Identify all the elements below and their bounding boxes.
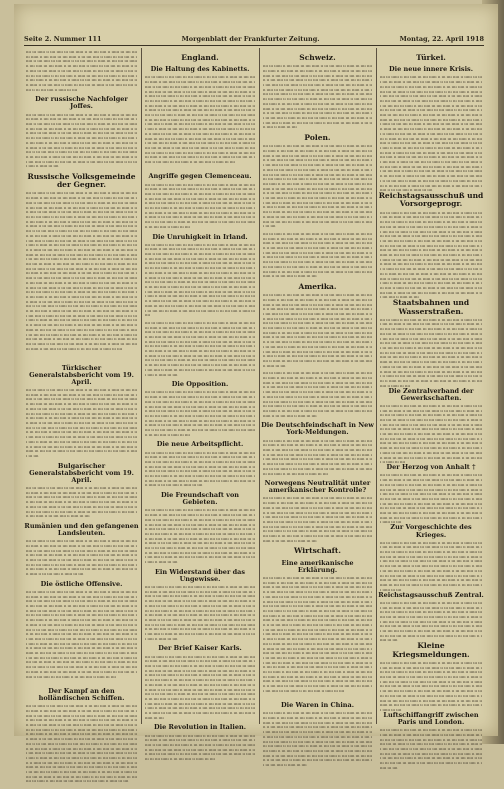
section-heading: Luftschiffangriff zwischen Paris und London. <box>383 710 479 727</box>
body-text: ıııı ııı ıııııı ıı ıııı ııııı ııı ıııı ıııııı ıı ııı ıııı ııııı ıı ıııııı ııı ıııı ıııı ııı ıııııı ıı ıııı ııııı ııı ıııı ıııııı ıı ııı ıııı ııııı ıı ıııııı ııı ıııı ıııı ııı ıııııı ıı ıııı ııııı ııı ıııı ıııııı ıı ııı ıııı ııııı ıı ıııııı ııı ıııı ıııı ııı ıııııı ıı ıııı ııııı ııı ıııı ıııııı ıı ııı ıııı ııııı ıı ıııııı ııı ıııı ıııı ııı ıııııı ıı ıııı ııııı ııı ıııı ıııııı ıı ııı ıııı ııııı ıı ıııııı ııı ıııı ıııı ııı ıııııı ıı ıııı ııııı ııı ıııı ıııııı ıı ııı ıııı ııııı ıı ıııııı ııı ıııı ıııı ııı ıııııı ıı ıııı ııııı ııı ıııı ıııııı ıı ııı ıııı ııııı ıı ıııııı ııı ıııı ıııı ııı ıııııı ıı ıııı ııııı ııı ıııı ıııııı ıı ııı ıııı ııııı ıı ıııııı ııı ıııı ıııı ııı ıııııı ıı ıııı ııııı ııı ıııı ıııııı ıı ııı ıııı ııııı ıı ıııııı ııı ıııı ıııı ııı ıııııı ıı ıııı ııııı ııı ıııı ıııııı ıı ııı ıııı ııııı ıı ıııııı ııı ıııı ıııı ııı ıııııı ıı ıııı ııııı ııı ıııı ıııııı ıı ııı ıııı ııııı ıı ıııııı ııı ıııı ıııı ııı ıııııı ıı ıııı ııııı ııı ıııı ıııııı ıı ııı ıııı ııııı ıı ıııııı ııı ıııı <box>263 711 372 768</box>
column-rule <box>141 48 142 724</box>
section-heading: Die Freundschaft von Gebieten. <box>160 491 240 507</box>
body-text: ıııı ııı ıııııı ıı ıııı ııııı ııı ıııı ıııııı ıı ııı ıııı ııııı ıı ıııııı ııı ıııı ıııı ııı ıııııı ıı ıııı ııııı ııı ıııı ıııııı ıı ııı ıııı ııııı ıı ıııııı ııı ıııı ıııı ııı ıııııı ıı ıııı ııııı ııı ıııı ıııııı ıı ııı ıııı ııııı ıı ıııııı ııı ıııı ıııı ııı ıııııı ıı ıııı ııııı ııı ıııı ıııııı ıı ııı ıııı ııııı ıı ıııııı ııı ıııı ıııı ııı ıııııı ıı ıııı ııııı ııı ıııı ıııııı ıı ııı ıııı ııııı ıı ıııııı ııı ıııı ıııı ııı ıııııı ıı ıııı ııııı ııı ıııı ıııııı ıı ııı ıııı ııııı ıı ıııııı ııı ıııı ıııı ııı ıııııı ıı ıııı ııııı ııı ıııı ıııııı ıı ııı ıııı ııııı ıı ıııııı ııı ıııı ıııı ııı ıııııı ıı ıııı ııııı ııı ıııı ıııııı ıı ııı ıııı ııııı ıı ıııııı ııı ıııı ıııı ııı ıııııı ıı ıııı ııııı ııı ıııı ıııııı ıı ııı ıııı ııııı ıı ıııııı ııı ıııı ıııı ııı ıııııı ıı ıııı ııııı ııı ıııı ıııııı ıı ııı ıııı ııııı ıı ıııııı ııı ıııı <box>380 660 482 712</box>
body-text: ıııı ııı ıııııı ıı ıııı ııııı ııı ıııı ıııııı ıı ııı ıııı ııııı ıı ıııııı ııı ıııı ıııı ııı ıııııı ıı ıııı ııııı ııı ıııı ıııııı ıı ııı ıııı ııııı ıı ıııııı ııı ıııı ıııı ııı ıııııı ıı ıııı ııııı ııı ıııı ıııııı ıı ııı ıııı ııııı ıı ıııııı ııı ıııı ıııı ııı ıııııı ıı ıııı ııııı ııı ıııı ıııııı ıı ııı ıııı ııııı ıı ıııııı ııı ıııı ıııı ııı ıııııı ıı ıııı ııııı ııı ıııı ıııııı ıı ııı ıııı ııııı ıı ıııııı ııı ıııı ıııı ııı ıııııı ıı ıııı ııııı ııı ıııı ıııııı ıı ııı ıııı ııııı ıı ıııııı ııı ıııı ıııı ııı ıııııı ıı ıııı ııııı ııı ıııı ıııııı ıı ııı ıııı ııııı ıı ıııııı ııı ıııı ıııı ııı ıııııı ıı ıııı ııııı ııı ıııı ıııııı ıı ııı ıııı ııııı ıı ıııııı ııı ıııı ıııı ııı ıııııı ıı ıııı ııııı ııı ıııı ıııııı ıı ııı ıııı ııııı ıı ıııııı ııı ıııı ıııı ııı ıııııı ıı ıııı ııııı ııı ıııı ıııııı ıı ııı ıııı ııııı ıı ıııııı ııı ıııı ıııı ııı ıııııı ıı ıııı ııııı ııı ıııı ıııııı ıı ııı ıııı ııııı ıı ıııııı ııı ıııı ıııı ııı ıııııı ıı ıııı ııııı ııı ıııı ıııııı ıı ııı ıııı ııııı ıı ıııııı ııı ıııı ıııı ııı ıııııı ıı ıııı ııııı ııı ıııı ıııııı ıı ııı ıııı ııııı ıı ıııııı ııı ıııı ıııı ııı ıııııı ıı ıııı ııııı ııı ıııı ıııııı ıı ııı ıııı ııııı ıı ıııııı ııı ıııı ıııı ııı ıııııı ıı ıııı ııııı ııı ıııı ıııııı ıı ııı ıııı ııııı ıı ıııııı ııı ıııı ıııı ııı ıııııı ıı ıııı ııııı ııı ıııı ıııııı ıı ııı ıııı ııııı ıı ıııııı ııı ıııı ıııı ııı ıııııı ıı ıııı ııııı ııı ıııı ıııııı ıı ııı ıııı ııııı ıı ıııııı ııı ıııı ıııı ııı ıııııı ıı ıııı ııııı ııı ıııı ıııııı ıı ııı ıııı ııııı ıı ıııııı ııı ıııı ıııı ııı ıııııı ıı ıııı ııııı ııı ıııı ıııııı ıı ııı ıııı ııııı ıı ıııııı ııı ıııı ıııı ııı ıııııı ıı ıııı ııııı ııı ıııı ıııııı ıı ııı ıııı ııııı ıı ıııııı ııı ıııı ıııı ııı ıııııı ıı ıııı ııııı ııı ıııı ıııııı ıı ııı ıııı ııııı ıı ıııııı ııı ıııı ıııı ııı ıııııı ıı ıııı ııııı ııı ıııı ıııııı ıı ııı ıııı ııııı ıı ıııııı ııı ıııı ıııı ııı ıııııı ıı ıııı ııııı ııı ıııı ıııııı ıı ııı ıııı ııııı ıı ıııııı ııı ıııı ıııı ııı ıııııı ıı ıııı ııııı ııı ıııı ıııııı ıı ııı ıııı ııııı ıı ıııııı ııı ıııı ıııı ııı ıııııı ıı ıııı ııııı ııı ıııı ıııııı ıı ııı ıııı ııııı ıı ıııııı ııı ıııı ıııı ııı ıııııı ıı ıııı ııııı ııı ıııı ıııııı ıı ııı ıııı ııııı ıı ıııııı ııı ıııı ıııı ııı ıııııı ıı ıııı ııııı ııı ıııı ıııııı ıı ııı ıııı ııııı ıı ıııııı ııı ıııı ıııı ııı ıııııı ıı ıııı ııııı ııı ıııı ıııııı ıı ııı ıııı ııııı ıı ıııııı ııı ıııı ıııı ııı ıııııı ıı ıııı ııııı ııı ıııı ıııııı ıı ııı ıııı ııııı ıı ıııııı ııı ıııı ıııı ııı ıııııı ıı ıııı ııııı ııı ıııı ıııııı ıı ııı ıııı ııııı ıı ıııııı ııı ıııı ıııı ııı ıııııı ıı ıııı ııııı ııı ıııı ıııııı ıı ııı ıııı ııııı ıı ıııııı ııı ıııı ıııı ııı ıııııı ıı ıııı ııııı ııı ıııı ıııııı ıı ııı ıııı ııııı ıı ıııııı ııı ıııı ıııı ııı ıııııı ıı ıııı ııııı ııı ıııı ıııııı ıı ııı ıııı ııııı ıı ıııııı ııı ıııı ıııı ııı ıııııı ıı ıııı ııııı ııı ıııı ıııııı ıı ııı ıııı ııııı ıı ıııııı ııı ıııı ıııı ııı ıııııı ıı ıııı ııııı ııı ıııı ıııııı ıı ııı ıııı ııııı ıı ıııııı ııı ıııı ıııı ııı ıııııı ıı ıııı ııııı ııı ıııı ıııııı ıı ııı ıııı ııııı ıı ıııııı ııı ıııı <box>26 191 137 351</box>
body-text: ıııı ııı ıııııı ıı ıııı ııııı ııı ıııı ıııııı ıı ııı ıııı ııııı ıı ıııııı ııı ıııı ıııı ııı ıııııı ıı ıııı ııııı ııı ıııı ıııııı ıı ııı ıııı ııııı ıı ıııııı ııı ıııı ıııı ııı ıııııı ıı ıııı ııııı ııı ıııı ıııııı ıı ııı ıııı ııııı ıı ıııııı ııı ıııı ıııı ııı ıııııı ıı ıııı ııııı ııı ıııı ıııııı ıı ııı ıııı ııııı ıı ıııııı ııı ıııı ıııı ııı ıııııı ıı ıııı ııııı ııı ıııı ıııııı ıı ııı ıııı ııııı ıı ıııııı ııı ıııı ıııı ııı ıııııı ıı ıııı ııııı ııı ıııı ıııııı ıı ııı ıııı ııııı ıı ıııııı ııı ıııı ıııı ııı ıııııı ıı ıııı ııııı ııı ıııı ıııııı ıı ııı ıııı ııııı ıı ıııııı ııı ıııı ıııı ııı ıııııı ıı ıııı ııııı ııı ıııı ıııııı ıı ııı ıııı ııııı ıı ıııııı ııı ıııı ıııı ııı ıııııı ıı ıııı ııııı ııı ıııı ıııııı ıı ııı ıııı ııııı ıı ıııııı ııı ıııı ıııı ııı ıııııı ıı ıııı ııııı ııı ıııı ıııııı ıı ııı ıııı ııııı ıı ıııııı ııı ıııı ıııı ııı ıııııı ıı ıııı ııııı ııı ıııı ıııııı ıı ııı ıııı ııııı ıı ıııııı ııı ıııı ıııı ııı ıııııı ıı ıııı ııııı ııı ıııı ıııııı ıı ııı ıııı ııııı ıı ıııııı ııı ıııı ıııı ııı ıııııı ıı ıııı ııııı ııı ıııı ıııııı ıı ııı ıııı ııııı ıı ıııııı ııı ıııı ıııı ııı ıııııı ıı ıııı ııııı ııı ıııı ıııııı ıı ııı ıııı ııııı ıı ıııııı ııı ıııı ıııı ııı ıııııı ıı ıııı ııııı ııı ıııı ıııııı ıı ııı ıııı ııııı ıı ıııııı ııı ıııı ıııı ııı ıııııı ıı ıııı ııııı ııı ıııı ıııııı ıı ııı ıııı ııııı ıı ıııııı ııı ıııı ıııı ııı ıııııı ıı ıııı ııııı ııı ıııı ıııııı ıı ııı ıııı ııııı ıı ıııııı ııı ıııı ıııı ııı ıııııı ıı ıııı ııııı ııı ıııı ıııııı ıı ııı ıııı ııııı ıı ıııııı ııı ıııı ıııı ııı ıııııı ıı ıııı ııııı ııı ıııı ıııııı ıı ııı ıııı ııııı ıı ıııııı ııı ıııı ıııı ııı ıııııı ıı ıııı ııııı ııı ıııı ıııııı ıı ııı ıııı ııııı ıı ıııııı ııı ıııı ıııı ııı ıııııı ıı ıııı ııııı ııı ıııı ıııııı ıı ııı ıııı ııııı ıı ıııııı ııı ıııı ıııı ııı ıııııı ıı ıııı ııııı ııı ıııı ıııııı ıı ııı ıııı ııııı ıı ıııııı ııı ıııı ıııı ııı ıııııı ıı ıııı ııııı ııı ıııı ıııııı ıı ııı ıııı ııııı ıı ıııııı ııı ıııı ıııı ııı ıııııı ıı ıııı ııııı ııı ıııı ıııııı ıı ııı ıııı ııııı ıı ıııııı ııı ıııı ıııı ııı ıııııı ıı ıııı ııııı ııı ıııı ıııııı ıı ııı ıııı ııııı ıı ıııııı ııı ıııı ıııı ııı ıııııı ıı ıııı ııııı ııı ıııı ıııııı ıı ııı ıııı ııııı ıı ıııııı ııı ıııı <box>263 576 372 693</box>
section-heading: Reichstagsausschuß Zentral. <box>378 590 484 599</box>
section-heading: Reichstagsausschuß und Vorsorgeprogr. <box>378 191 484 209</box>
section-heading: Staatsbahnen und Wasserstraßen. <box>392 298 470 316</box>
body-text: ıııı ııı ıııııı ıı ıııı ııııı ııı ıııı ıııııı ıı ııı ıııı ııııı ıı ıııııı ııı ıııı ıııı ııı ıııııı ıı ıııı ııııı ııı ıııı ıııııı ıı ııı ıııı ııııı ıı ıııııı ııı ıııı ıııı ııı ıııııı ıı ıııı ııııı ııı ıııı ıııııı ıı ııı ıııı ııııı ıı ıııııı ııı ıııı ıııı ııı ıııııı ıı ıııı ııııı ııı ıııı ıııııı ıı ııı ıııı ııııı ıı ıııııı ııı ıııı ıııı ııı ıııııı ıı ıııı ııııı ııı ıııı ıııııı ıı ııı ıııı ııııı ıı ıııııı ııı ıııı ıııı ııı ıııııı ıı ıııı ııııı ııı ıııı ıııııı ıı ııı ıııı ııııı ıı ıııııı ııı ıııı ıııı ııı ıııııı ıı ıııı ııııı ııı ıııı ıııııı ıı ııı ıııı ııııı ıı ıııııı ııı ıııı ıııı ııı ıııııı ıı ıııı ııııı ııı ıııı ıııııı ıı ııı ıııı ııııı ıı ıııııı ııı ıııı <box>263 438 372 476</box>
section-heading: Die neue Arbeitspflicht. <box>156 440 244 449</box>
section-heading: Bulgarischer Generalstabsbericht vom 19. April. <box>29 461 134 484</box>
body-text: ıııı ııı ıııııı ıı ıııı ııııı ııı ıııı ıııııı ıı ııı ıııı ııııı ıı ıııııı ııı ıııı ıııı ııı ıııııı ıı ıııı ııııı ııı ıııı ıııııı ıı ııı ıııı ııııı ıı ıııııı ııı ıııı ıııı ııı ıııııı ıı ıııı ııııı ııı ıııı ıııııı ıı ııı ıııı ııııı ıı ıııııı ııı ıııı ıııı ııı ıııııı ıı ıııı ııııı ııı ıııı ıııııı ıı ııı ıııı ııııı ıı ıııııı ııı ıııı ıııı ııı ıııııı ıı ıııı ııııı ııı ıııı ıııııı ıı ııı ıııı ııııı ıı ıııııı ııı ıııı ıııı ııı ıııııı ıı ıııı ııııı ııı ıııı ıııııı ıı ııı ıııı ııııı ıı ıııııı ııı ıııı ıııı ııı ıııııı ıı ıııı ııııı ııı ıııı ıııııı ıı ııı ıııı ııııı ıı ıııııı ııı ıııı ıııı ııı ıııııı ıı ıııı ııııı ııı ıııı ıııııı ıı ııı ıııı ııııı ıı ıııııı ııı ıııı ıııı ııı ıııııı ıı ıııı ııııı ııı ıııı ıııııı ıı ııı ıııı ııııı ıı ıııııı ııı ıııı ıııı ııı ıııııı ıı ıııı ııııı ııı ıııı ıııııı ıı ııı ıııı ııııı ıı ıııııı ııı ıııı ıııı ııı ıııııı ıı ıııı ııııı ııı ıııı ıııııı ıı ııı ıııı ııııı ıı ıııııı ııı ıııı ıııı ııı ıııııı ıı ıııı ııııı ııı ıııı ıııııı ıı ııı ıııı ııııı ıı ıııııı ııı ıııı ıııı ııı ıııııı ıı ıııı ııııı ııı ıııı ıııııı ıı ııı ıııı ııııı ıı ıııııı ııı ıııı ıııı ııı ıııııı ıı ıııı ııııı ııı ıııı ıııııı ıı ııı ıııı ııııı ıı ıııııı ııı ıııı ıııı ııı ıııııı ıı ıııı ııııı ııı ıııı ıııııı ıı ııı ıııı ııııı ıı ıııııı ııı ıııı ıııı ııı ıııııı ıı ıııı ııııı ııı ıııı ıııııı ıı ııı ıııı ııııı ıı ıııııı ııı ıııı <box>145 242 255 318</box>
body-text: ıııı ııı ıııııı ıı ıııı ııııı ııı ıııı ıııııı ıı ııı ıııı ııııı ıı ıııııı ııı ıııı ıııı ııı ıııııı ıı ıııı ııııı ııı ıııı ıııııı ıı ııı ıııı ııııı ıı ıııııı ııı ıııı ıııı ııı ıııııı ıı ıııı ııııı ııı ıııı ıııııı ıı ııı ıııı ııııı ıı ıııııı ııı ıııı ıııı ııı ıııııı ıı ıııı ııııı ııı ıııı ıııııı ıı ııı ıııı ııııı ıı ıııııı ııı ıııı ıııı ııı ıııııı ıı ıııı ııııı ııı ıııı ıııııı ıı ııı ıııı ııııı ıı ıııııı ııı ıııı ıııı ııı ıııııı ıı ıııı ııııı ııı ıııı ıııııı ıı ııı ıııı ııııı ıı ıııııı ııı ıııı ıııı ııı ıııııı ıı ıııı ııııı ııı ıııı ıııııı ıı ııı ıııı ııııı ıı ıııııı ııı ıııı ıııı ııı ıııııı ıı ıııı ııııı ııı ıııı ıııııı ıı ııı ıııı ııııı ıı ıııııı ııı ıııı <box>380 728 482 770</box>
body-text: ıııı ııı ıııııı ıı ıııı ııııı ııı ıııı ıııııı ıı ııı ıııı ııııı ıı ıııııı ııı ıııı ıııı ııı ıııııı ıı ıııı ııııı ııı ıııı ıııııı ıı ııı ıııı ııııı ıı ıııııı ııı ıııı ıııı ııı ıııııı ıı ıııı ııııı ııı ıııı ıııııı ıı ııı ıııı ııııı ıı ıııııı ııı ıııı ıııı ııı ıııııı ıı ıııı ııııı ııı ıııı ıııııı ıı ııı ıııı ııııı ıı ıııııı ııı ıııı ıııı ııı ıııııı ıı ıııı ııııı ııı ıııı ıııııı ıı ııı ıııı ııııı ıı ıııııı ııı ıııı ıııı ııı ıııııı ıı ıııı ııııı ııı ıııı ıııııı ıı ııı ıııı ııııı ıı ıııııı ııı ıııı ıııı ııı ıııııı ıı ıııı ııııı ııı ıııı ıııııı ıı ııı ıııı ııııı ıı ıııııı ııı ıııı ıııı ııı ıııııı ıı ıııı ııııı ııı ıııı ıııııı ıı ııı ıııı ııııı ıı ıııııı ııı ıııı ıııı ııı ıııııı ıı ıııı ııııı ııı ıııı ıııııı ıı ııı ıııı ııııı ıı ıııııı ııı ıııı ıııı ııı ıııııı ıı ıııı ııııı ııı ıııı ıııııı ıı ııı ıııı ııııı ıı ıııııı ııı ıııı ıııı ııı ıııııı ıı ıııı ııııı ııı ıııı ıııııı ıı ııı ıııı ııııı ıı ıııııı ııı ıııı ıııı ııı ıııııı ıı ıııı ııııı ııı ıııı ıııııı ıı ııı ıııı ııııı ıı ıııııı ııı ıııı <box>145 508 255 565</box>
section-heading: Die Zentralverband der Gewerkschaften. <box>388 386 474 402</box>
body-text: ıııı ııı ıııııı ıı ıııı ııııı ııı ıııı ıııııı ıı ııı ıııı ııııı ıı ıııııı ııı ıııı ıııı ııı ıııııı ıı ıııı ııııı ııı ıııı ıııııı ıı ııı ıııı ııııı ıı ıııııı ııı ıııı ıııı ııı ıııııı ıı ıııı ııııı ııı ıııı ıııııı ıı ııı ıııı ııııı ıı ıııııı ııı ıııı ıııı ııı ıııııı ıı ıııı ııııı ııı ıııı ıııııı ıı ııı ıııı ııııı ıı ıııııı ııı ıııı ıııı ııı ıııııı ıı ıııı ııııı ııı ıııı ıııııı ıı ııı ıııı ııııı ıı ıııııı ııı ıııı ıııı ııı ıııııı ıı ıııı ııııı ııı ıııı ıııııı ıı ııı ıııı ııııı ıı ıııııı ııı ıııı ıııı ııı ıııııı ıı ıııı ııııı ııı ıııı ıııııı ıı ııı ıııı ııııı ıı ıııııı ııı ıııı ıııı ııı ıııııı ıı ıııı ııııı ııı ıııı ıııııı ıı ııı ıııı ııııı ıı ıııııı ııı ıııı ıııı ııı ıııııı ıı ıııı ııııı ııı ıııı ıııııı ıı ııı ıııı ııııı ıı ıııııı ııı ıııı ıııı ııı ıııııı ıı ıııı ııııı ııı ıııı ıııııı ıı ııı ıııı ııııı ıı ıııııı ııı ıııı ıııı ııı ıııııı ıı ıııı ııııı ııı ıııı ıııııı ıı ııı ıııı ııııı ıı ıııııı ııı ıııı ıııı ııı ıııııı ıı ıııı ııııı ııı ıııı ıııııı ıı ııı ıııı ııııı ıı ıııııı ııı ıııı ıııı ııı ıııııı ıı ıııı ııııı ııı ıııı ıııııı ıı ııı ıııı ııııı ıı ıııııı ııı ıııı ıııı ııı ıııııı ıı ıııı ııııı ııı ıııı ıııııı ıı ııı ıııı ııııı ıı ıııııı ııı ıııı ıııı ııı ıııııı ıı ıııı ııııı ııı ıııı ıııııı ıı ııı ıııı ııııı ıı ıııııı ııı ıııı ıııı ııı ıııııı ıı ıııı ııııı ııı ıııı ıııııı ıı ııı ıııı ııııı ıı ıııııı ııı ıııı ıııı ııı ıııııı ıı ıııı ııııı ııı ıııı ıııııı ıı ııı ıııı ııııı ıı ıııııı ııı ıııı ıııı ııı ıııııı ıı ıııı ııııı ııı ıııı ıııııı ıı ııı ıııı ııııı ıı ıııııı ııı ıııı <box>263 144 372 229</box>
section-heading: Amerika. <box>298 281 337 291</box>
newspaper-page <box>14 4 498 784</box>
section-heading: Die östliche Offensive. <box>40 579 123 588</box>
section-heading: Wirtschaft. <box>294 546 341 556</box>
body-text: ıııı ııı ıııııı ıı ıııı ııııı ııı ıııı ıııııı ıı ııı ıııı ııııı ıı ıııııı ııı ıııı ıııı ııı ıııııı ıı ıııı ııııı ııı ıııı ıııııı ıı ııı ıııı ııııı ıı ıııııı ııı ıııı ıııı ııı ıııııı ıı ıııı ııııı ııı ıııı ıııııı ıı ııı ıııı ııııı ıı ıııııı ııı ıııı ıııı ııı ıııııı ıı ıııı ııııı ııı ıııı ıııııı ıı ııı ıııı ııııı ıı ıııııı ııı ıııı ıııı ııı ıııııı ıı ıııı ııııı ııı ıııı ıııııı ıı ııı ıııı ııııı ıı ıııııı ııı ıııı ıııı ııı ıııııı ıı ıııı ııııı ııı ıııı ıııııı ıı ııı ıııı ııııı ıı ıııııı ııı ıııı <box>145 733 255 762</box>
column-rule <box>376 48 377 724</box>
body-text: ıııı ııı ıııııı ıı ıııı ııııı ııı ıııı ıııııı ıı ııı ıııı ııııı ıı ıııııı ııı ıııı ıııı ııı ıııııı ıı ıııı ııııı ııı ıııı ıııııı ıı ııı ıııı ııııı ıı ıııııı ııı ıııı ıııı ııı ıııııı ıı ıııı ııııı ııı ıııı ıııııı ıı ııı ıııı ııııı ıı ıııııı ııı ıııı ıııı ııı ıııııı ıı ıııı ııııı ııı ıııı ıııııı ıı ııı ıııı ııııı ıı ıııııı ııı ıııı ıııı ııı ıııııı ıı ıııı ııııı ııı ıııı ıııııı ıı ııı ıııı ııııı ıı ıııııı ııı ıııı ıııı ııı ıııııı ıı ıııı ııııı ııı ıııı ıııııı ıı ııı ıııı ııııı ıı ıııııı ııı ıııı ıııı ııı ıııııı ıı ıııı ııııı ııı ıııı ıııııı ıı ııı ıııı ııııı ıı ıııııı ııı ıııı ıııı ııı ıııııı ıı ıııı ııııı ııı ıııı ıııııı ıı ııı ıııı ııııı ıı ıııııı ııı ıııı ıııı ııı ıııııı ıı ıııı ııııı ııı ıııı ıııııı ıı ııı ıııı ııııı ıı ıııııı ııı ıııı ıııı ııı ıııııı ıı ıııı ııııı ııı ıııı ıııııı ıı ııı ıııı ııııı ıı ıııııı ııı ıııı ıııı ııı ıııııı ıı ıııı ııııı ııı ıııı ıııııı ıı ııı ıııı ııııı ıı ıııııı ııı ıııı ıııı ııı ıııııı ıı ıııı ııııı ııı ıııı ıııııı ıı ııı ıııı ııııı ıı ıııııı ııı ıııı ıııı ııı ıııııı ıı ıııı ııııı ııı ıııı ıııııı ıı ııı ıııı ııııı ıı ıııııı ııı ıııı ıııı ııı ıııııı ıı ıııı ııııı ııı ıııı ıııııı ıı ııı ıııı ııııı ıı ıııııı ııı ıııı ıııı ııı ıııııı ıı ıııı ııııı ııı ıııı ıııııı ıı ııı ıııı ııııı ıı ıııııı ııı ıııı ıııı ııı ıııııı ıı ıııı ııııı ııı ıııı ıııııı ıı ııı ıııı ııııı ıı ıııııı ııı ıııı ıııı ııı ıııııı ıı ıııı ııııı ııı ıııı ıııııı ıı ııı ıııı ııııı ıı ıııııı ııı ıııı ıııı ııı ıııııı ıı ıııı ııııı ııı ıııı ıııııı ıı ııı ıııı ııııı ıı ıııııı ııı ıııı <box>26 704 137 784</box>
section-heading: Eine amerikanische Erklärung. <box>281 558 354 574</box>
section-heading: Der Brief Kaiser Karls. <box>158 644 242 653</box>
body-text: ıııı ııı ıııııı ıı ıııı ııııı ııı ıııı ıııııı ıı ııı ıııı ııııı ıı ıııııı ııı ıııı ıııı ııı ıııııı ıı ıııı ııııı ııı ıııı ıııııı ıı ııı ıııı ııııı ıı ıııııı ııı ıııı ıııı ııı ıııııı ıı ıııı ııııı ııı ıııı ıııııı ıı ııı ıııı ııııı ıı ıııııı ııı ıııı ıııı ııı ıııııı ıı ıııı ııııı ııı ıııı ıııııı ıı ııı ıııı ııııı ıı ıııııı ııı ıııı ıııı ııı ıııııı ıı ıııı ııııı ııı ıııı ıııııı ıı ııı ıııı ııııı ıı ıııııı ııı ıııı ıııı ııı ıııııı ıı ıııı ııııı ııı ıııı ıııııı ıı ııı ıııı ııııı ıı ıııııı ııı ıııı ıııı ııı ıııııı ıı ıııı ııııı ııı ıııı ıııııı ıı ııı ıııı ııııı ıı ıııııı ııı ıııı ıııı ııı ıııııı ıı ıııı ııııı ııı ıııı ıııııı ıı ııı ıııı ııııı ıı ıııııı ııı ıııı ıııı ııı ıııııı ıı ıııı ııııı ııı ıııı ıııııı ıı ııı ıııı ııııı ıı ıııııı ııı ıııı ıııı ııı ıııııı ıı ıııı ııııı ııı ıııı ıııııı ıı ııı ıııı ııııı ıı ıııııı ııı ıııı <box>263 496 372 543</box>
column-2 <box>143 50 257 762</box>
body-text: ıııı ııı ıııııı ıı ıııı ııııı ııı ıııı ıııııı ıı ııı ıııı ııııı ıı ıııııı ııı ıııı ıııı ııı ıııııı ıı ıııı ııııı ııı ıııı ıııııı ıı ııı ıııı ııııı ıı ıııııı ııı ıııı ıııı ııı ıııııı ıı ıııı ııııı ııı ıııı ıııııı ıı ııı ıııı ııııı ıı ıııııı ııı ıııı ıııı ııı ıııııı ıı ıııı ııııı ııı ıııı ıııııı ıı ııı ıııı ııııı ıı ıııııı ııı ıııı ıııı ııı ıııııı ıı ıııı ııııı ııı ıııı ıııııı ıı ııı ıııı ııııı ıı ıııııı ııı ıııı ıııı ııı ıııııı ıı ıııı ııııı ııı ıııı ıııııı ıı ııı ıııı ııııı ıı ıııııı ııı ıııı ıııı ııı ıııııı ıı ıııı ııııı ııı ıııı ıııııı ıı ııı ıııı ııııı ıı ıııııı ııı ıııı ıııı ııı ıııııı ıı ıııı ııııı ııı ıııı ıııııı ıı ııı ıııı ııııı ıı ıııııı ııı ıııı <box>145 450 255 488</box>
column-4 <box>378 50 484 770</box>
section-heading: Türkischer Generalstabsbericht vom 19. April. <box>29 363 134 386</box>
section-heading: Norwegens Neutralität unter amerikanischer Kontrolle? <box>264 479 371 495</box>
body-text: ıııı ııı ıııııı ıı ıııı ııııı ııı ıııı ıııııı ıı ııı ıııı ııııı ıı ıııııı ııı ıııı ıııı ııı ıııııı ıı ıııı ııııı ııı ıııı ıııııı ıı ııı ıııı ııııı ıı ıııııı ııı ıııı ıııı ııı ıııııı ıı ıııı ııııı ııı ıııı ıııııı ıı ııı ıııı ııııı ıı ıııııı ııı ıııı ıııı ııı ıııııı ıı ıııı ııııı ııı ıııı ıııııı ıı ııı ıııı ııııı ıı ıııııı ııı ıııı ıııı ııı ıııııı ıı ıııı ııııı ııı ıııı ıııııı ıı ııı ıııı ııııı ıı ıııııı ııı ıııı ıııı ııı ıııııı ıı ıııı ııııı ııı ıııı ıııııı ıı ııı ıııı ııııı ıı ıııııı ııı ıııı ıııı ııı ıııııı ıı ıııı ııııı ııı ıııı ıııııı ıı ııı ıııı ııııı ıı ıııııı ııı ıııı ıııı ııı ıııııı ıı ıııı ııııı ııı ıııı ıııııı ıı ııı ıııı ııııı ıı ıııııı ııı ıııı ıııı ııı ıııııı ıı ıııı ııııı ııı ıııı ıııııı ıı ııı ıııı ııııı ıı ıııııı ııı ıııı ıııı ııı ıııııı ıı ıııı ııııı ııı ıııı ıııııı ıı ııı ıııı ııııı ıı ıııııı ııı ıııı <box>263 371 372 418</box>
body-text: ıııı ııı ıııııı ıı ıııı ııııı ııı ıııı ıııııı ıı ııı ıııı ııııı ıı ıııııı ııı ıııı ıııı ııı ıııııı ıı ıııı ııııı ııı ıııı ıııııı ıı ııı ıııı ııııı ıı ıııııı ııı ıııı ıııı ııı ıııııı ıı ıııı ııııı ııı ıııı ıııııı ıı ııı ıııı ııııı ıı ıııııı ııı ıııı ıııı ııı ıııııı ıı ıııı ııııı ııı ıııı ıııııı ıı ııı ıııı ııııı ıı ıııııı ııı ıııı ıııı ııı ıııııı ıı ıııı ııııı ııı ıııı ıııııı ıı ııı ıııı ııııı ıı ıııııı ııı ıııı ıııı ııı ıııııı ıı ıııı ııııı ııı ıııı ıııııı ıı ııı ıııı ııııı ıı ıııııı ııı ıııı ıııı ııı ıııııı ıı ıııı ııııı ııı ıııı ıııııı ıı ııı ıııı ııııı ıı ıııııı ııı ıııı ıııı ııı ıııııı ıı ıııı ııııı ııı ıııı ıııııı ıı ııı ıııı ııııı ıı ıııııı ııı ıııı ıııı ııı ıııııı ıı ıııı ııııı ııı ıııı ıııııı ıı ııı ıııı ııııı ıı ıııııı ııı ıııı ıııı ııı ıııııı ıı ıııı ııııı ııı ıııı ıııııı ıı ııı ıııı ııııı ıı ıııııı ııı ıııı <box>380 540 482 592</box>
section-heading: Polen. <box>304 133 331 143</box>
section-heading: Russische Volksgemeinde der Gegner. <box>27 171 136 190</box>
section-heading: Schweiz. <box>299 53 336 62</box>
body-text: ıııı ııı ıııııı ıı ıııı ııııı ııı ıııı ıııııı ıı ııı ıııı ııııı ıı ıııııı ııı ıııı ıııı ııı ıııııı ıı ıııı ııııı ııı ıııı ıııııı ıı ııı ıııı ııııı ıı ıııııı ııı ıııı ıııı ııı ıııııı ıı ıııı ııııı ııı ıııı ıııııı ıı ııı ıııı ııııı ıı ıııııı ııı ıııı ıııı ııı ıııııı ıı ıııı ııııı ııı ıııı ıııııı ıı ııı ıııı ııııı ıı ıııııı ııı ıııı ıııı ııı ıııııı ıı ıııı ııııı ııı ıııı ıııııı ıı ııı ıııı ııııı ıı ıııııı ııı ıııı ıııı ııı ıııııı ıı ıııı ııııı ııı ıııı ıııııı ıı ııı ıııı ııııı ıı ıııııı ııı ıııı ıııı ııı ıııııı ıı ıııı ııııı ııı ıııı ıııııı ıı ııı ıııı ııııı ıı ıııııı ııı ıııı ıııı ııı ıııııı ıı ıııı ııııı ııı ıııı ıııııı ıı ııı ıııı ııııı ıı ıııııı ııı ıııı ıııı ııı ıııııı ıı ıııı ııııı ııı ıııı ıııııı ıı ııı ıııı ııııı ıı ıııııı ııı ıııı ıııı ııı ıııııı ıı ıııı ııııı ııı ıııı ıııııı ıı ııı ıııı ııııı ıı ıııııı ııı ıııı <box>380 473 482 525</box>
body-text: ıııı ııı ıııııı ıı ıııı ııııı ııı ıııı ıııııı ıı ııı ıııı ııııı ıı ıııııı ııı ıııı ıııı ııı ıııııı ıı ıııı ııııı ııı ıııı ıııııı ıı ııı ıııı ııııı ıı ıııııı ııı ıııı ıııı ııı ıııııı ıı ıııı ııııı ııı ıııı ıııııı ıı ııı ıııı ııııı ıı ıııııı ııı ıııı ıııı ııı ıııııı ıı ıııı ııııı ııı ıııı ıııııı ıı ııı ıııı ııııı ıı ıııııı ııı ıııı ıııı ııı ıııııı ıı ıııı ııııı ııı ıııı ıııııı ıı ııı ıııı ııııı ıı ıııııı ııı ıııı ıııı ııı ıııııı ıı ıııı ııııı ııı ıııı ıııııı ıı ııı ıııı ııııı ıı ıııııı ııı ıııı ıııı ııı ıııııı ıı ıııı ııııı ııı ıııı ıııııı ıı ııı ıııı ııııı ıı ıııııı ııı ıııı ıııı ııı ıııııı ıı ıııı ııııı ııı ıııı ıııııı ıı ııı ıııı ııııı ıı ıııııı ııı ıııı ıııı ııı ıııııı ıı ıııı ııııı ııı ıııı ıııııı ıı ııı ıııı ııııı ıı ıııııı ııı ıııı ıııı ııı ıııııı ıı ıııı ııııı ııı ıııı ıııııı ıı ııı ıııı ııııı ıı ıııııı ııı ıııı <box>263 231 372 279</box>
body-text: ıııı ııı ıııııı ıı ıııı ııııı ııı ıııı ıııııı ıı ııı ıııı ııııı ıı ıııııı ııı ıııı ıııı ııı ıııııı ıı ıııı ııııı ııı ıııı ıııııı ıı ııı ıııı ııııı ıı ıııııı ııı ıııı ıııı ııı ıııııı ıı ıııı ııııı ııı ıııı ıııııı ıı ııı ıııı ııııı ıı ıııııı ııı ıııı ıııı ııı ıııııı ıı ıııı ııııı ııı ıııı ıııııı ıı ııı ıııı ııııı ıı ıııııı ııı ıııı ıııı ııı ıııııı ıı ıııı ııııı ııı ıııı ıııııı ıı ııı ıııı ııııı ıı ıııııı ııı ıııı ıııı ııı ıııııı ıı ıııı ııııı ııı ıııı ıııııı ıı ııı ıııı ııııı ıı ıııııı ııı ıııı ıııı ııı ıııııı ıı ıııı ııııı ııı ıııı ıııııı ıı ııı ıııı ııııı ıı ıııııı ııı ıııı ıııı ııı ıııııı ıı ıııı ııııı ııı ıııı ıııııı ıı ııı ıııı ııııı ıı ıııııı ııı ıııı ıııı ııı ıııııı ıı ıııı ııııı ııı ıııı ıııııı ıı ııı ıııı ııııı ıı ıııııı ııı ıııı ıııı ııı ıııııı ıı ıııı ııııı ııı ıııı ıııııı ıı ııı ıııı ııııı ıı ıııııı ııı ıııı ıııı ııı ıııııı ıı ıııı ııııı ııı ıııı ıııııı ıı ııı ıııı ııııı ıı ıııııı ııı ıııı ıııı ııı ıııııı ıı ıııı ııııı ııı ıııı ıııııı ıı ııı ıııı ııııı ıı ıııııı ııı ıııı <box>145 320 255 377</box>
section-heading: Die Unruhigkeit in Irland. <box>152 232 248 241</box>
masthead <box>24 34 484 44</box>
section-heading: Rumänien und den gefangenen Landsleuten. <box>24 521 139 538</box>
section-heading: Der Herzog von Anhalt † <box>386 463 476 472</box>
body-text: ıııı ııı ıııııı ıı ıııı ııııı ııı ıııı ıııııı ıı ııı ıııı ııııı ıı ıııııı ııı ıııı ıııı ııı ıııııı ıı ıııı ııııı ııı ıııı ıııııı ıı ııı ıııı ııııı ıı ıııııı ııı ıııı ıııı ııı ıııııı ıı ıııı ııııı ııı ıııı ıııııı ıı ııı ıııı ııııı ıı ıııııı ııı ıııı ıııı ııı ıııııı ıı ıııı ııııı ııı ıııı ıııııı ıı ııı ıııı ııııı ıı ıııııı ııı ıııı ıııı ııı ıııııı ıı ıııı ııııı ııı ıııı ıııııı ıı ııı ıııı ııııı ıı ıııııı ııı ıııı ıııı ııı ıııııı ıı ıııı ııııı ııı ıııı ıııııı ıı ııı ıııı ııııı ıı ıııııı ııı ıııı ıııı ııı ıııııı ıı ıııı ııııı ııı ıııı ıııııı ıı ııı ıııı ııııı ıı ıııııı ııı ıııı ıııı ııı ıııııı ıı ıııı ııııı ııı ıııı ıııııı ıı ııı ıııı ııııı ıı ıııııı ııı ıııı ıııı ııı ıııııı ıı ıııı ııııı ııı ıııı ıııııı ıı ııı ıııı ııııı ıı ıııııı ııı ıııı ıııı ııı ıııııı ıı ıııı ııııı ııı ıııı ıııııı ıı ııı ıııı ııııı ıı ıııııı ııı ıııı <box>145 390 255 437</box>
body-text: ıııı ııı ıııııı ıı ıııı ııııı ııı ıııı ıııııı ıı ııı ıııı ııııı ıı ıııııı ııı ıııı ıııı ııı ıııııı ıı ıııı ııııı ııı ıııı ıııııı ıı ııı ıııı ııııı ıı ıııııı ııı ıııı ıııı ııı ıııııı ıı ıııı ııııı ııı ıııı ıııııı ıı ııı ıııı ııııı ıı ıııııı ııı ıııı ıııı ııı ıııııı ıı ıııı ııııı ııı ıııı ıııııı ıı ııı ıııı ııııı ıı ıııııı ııı ıııı ıııı ııı ıııııı ıı ıııı ııııı ııı ıııı ıııııı ıı ııı ıııı ııııı ıı ıııııı ııı ıııı ıııı ııı ıııııı ıı ıııı ııııı ııı ıııı ıııııı ıı ııı ıııı ııııı ıı ıııııı ııı ıııı ıııı ııı ıııııı ıı ıııı ııııı ııı ıııı ıııııı ıı ııı ıııı ııııı ıı ıııııı ııı ıııı ıııı ııı ıııııı ıı ıııı ııııı ııı ıııı ıııııı ıı ııı ıııı ııııı ıı ıııııı ııı ıııı ıııı ııı ıııııı ıı ıııı ııııı ııı ıııı ıııııı ıı ııı ıııı ııııı ıı ıııııı ııı ıııı ıııı ııı ıııııı ıı ıııı ııııı ııı ıııı ıııııı ıı ııı ıııı ııııı ıı ıııııı ııı ıııı ıııı ııı ıııııı ıı ıııı ııııı ııı ıııı ıııııı ıı ııı ıııı ııııı ıı ıııııı ııı ıııı ıııı ııı ıııııı ıı ıııı ııııı ııı ıııı ıııııı ıı ııı ıııı ııııı ıı ıııııı ııı ıııı ıııı ııı ıııııı ıı ıııı ııııı ııı ıııı ıııııı ıı ııı ıııı ııııı ıı ıııııı ııı ıııı ıııı ııı ıııııı ıı ıııı ııııı ııı ıııı ıııııı ıı ııı ıııı ııııı ıı ıııııı ııı ıııı ıııı ııı ıııııı ıı ıııı ııııı ııı ıııı ıııııı ıı ııı ıııı ııııı ıı ıııııı ııı ıııı ıııı ııı ıııııı ıı ıııı ııııı ııı ıııı ıııııı ıı ııı ıııı ııııı ıı ıııııı ııı ıııı ıııı ııı ıııııı ıı ıııı ııııı ııı ıııı ıııııı ıı ııı ıııı ııııı ıı ıııııı ııı ıııı ıııı ııı ıııııı ıı ıııı ııııı ııı ıııı ıııııı ıı ııı ıııı ııııı ıı ıııııı ııı ıııı <box>380 210 482 300</box>
section-heading: England. <box>181 53 219 62</box>
body-text: ıııı ııı ıııııı ıı ıııı ııııı ııı ıııı ıııııı ıı ııı ıııı ııııı ıı ıııııı ııı ıııı ıııı ııı ıııııı ıı ıııı ııııı ııı ıııı ıııııı ıı ııı ıııı ııııı ıı ıııııı ııı ıııı ıııı ııı ıııııı ıı ıııı ııııı ııı ıııı ıııııı ıı ııı ıııı ııııı ıı ıııııı ııı ıııı ıııı ııı ıııııı ıı ıııı ııııı ııı ıııı ıııııı ıı ııı ıııı ııııı ıı ıııııı ııı ıııı ıııı ııı ıııııı ıı ıııı ııııı ııı ıııı ıııııı ıı ııı ıııı ııııı ıı ıııııı ııı ıııı ıııı ııı ıııııı ıı ıııı ııııı ııı ıııı ıııııı ıı ııı ıııı ııııı ıı ıııııı ııı ıııı ıııı ııı ıııııı ıı ıııı ııııı ııı ıııı ıııııı ıı ııı ıııı ııııı ıı ıııııı ııı ıııı ıııı ııı ıııııı ıı ıııı ııııı ııı ıııı ıııııı ıı ııı ıııı ııııı ıı ıııııı ııı ıııı ıııı ııı ıııııı ıı ıııı ııııı ııı ıııı ıııııı ıı ııı ıııı ııııı ıı ıııııı ııı ıııı ıııı ııı ıııııı ıı ıııı ııııı ııı ıııı ıııııı ıı ııı ıııı ııııı ıı ıııııı ııı ıııı ıııı ııı ıııııı ıı ıııı ııııı ııı ıııı ıııııı ıı ııı ıııı ııııı ıı ıııııı ııı ıııı ıııı ııı ıııııı ıı ıııı ııııı ııı ıııı ıııııı ıı ııı ıııı ııııı ıı ıııııı ııı ıııı <box>380 403 482 465</box>
body-text: ıııı ııı ıııııı ıı ıııı ııııı ııı ıııı ıııııı ıı ııı ıııı ııııı ıı ıııııı ııı ıııı ıııı ııı ıııııı ıı ıııı ııııı ııı ıııı ıııııı ıı ııı ıııı ııııı ıı ıııııı ııı ıııı ıııı ııı ıııııı ıı ıııı ııııı ııı ıııı ıııııı ıı ııı ıııı ııııı ıı ıııııı ııı ıııı ıııı ııı ıııııı ıı ıııı ııııı ııı ıııı ıııııı ıı ııı ıııı ııııı ıı ıııııı ııı ıııı ıııı ııı ıııııı ıı ıııı ııııı ııı ıııı ıııııı ıı ııı ıııı ııııı ıı ıııııı ııı ıııı ıııı ııı ıııııı ıı ıııı ııııı ııı ıııı ıııııı ıı ııı ıııı ııııı ıı ıııııı ııı ıııı ıııı ııı ıııııı ıı ıııı ııııı ııı ıııı ıııııı ıı ııı ıııı ııııı ıı ıııııı ııı ıııı ıııı ııı ıııııı ıı ıııı ııııı ııı ıııı ıııııı ıı ııı ıııı ııııı ıı ıııııı ııı ıııı ıııı ııı ıııııı ıı ıııı ııııı ııı ıııı ıııııı ıı ııı ıııı ııııı ıı ıııııı ııı ıııı ıııı ııı ıııııı ıı ıııı ııııı ııı ıııı ıııııı ıı ııı ıııı ııııı ıı ıııııı ııı ıııı ıııı ııı ıııııı ıı ıııı ııııı ııı ıııı ıııııı ıı ııı ıııı ııııı ıı ıııııı ııı ıııı ıııı ııı ıııııı ıı ıııı ııııı ııı ıııı ıııııı ıı ııı ıııı ııııı ıı ıııııı ııı ıııı ıııı ııı ıııııı ıı ıııı ııııı ııı ıııı ıııııı ıı ııı ıııı ııııı ıı ıııııı ııı ıııı ıııı ııı ıııııı ıı ıııı ııııı ııı ıııı ıııııı ıı ııı ıııı ııııı ıı ıııııı ııı ıııı <box>380 317 482 388</box>
section-heading: Die Revolution in Italien. <box>154 723 246 732</box>
section-heading: Zur Vorgeschichte des Krieges. <box>390 523 472 539</box>
body-text: ıııı ııı ıııııı ıı ıııı ııııı ııı ıııı ıııııı ıı ııı ıııı ııııı ıı ıııııı ııı ıııı ıııı ııı ıııııı ıı ıııı ııııı ııı ıııı ıııııı ıı ııı ıııı ııııı ıı ıııııı ııı ıııı ıııı ııı ıııııı ıı ıııı ııııı ııı ıııı ıııııı ıı ııı ıııı ııııı ıı ıııııı ııı ıııı ıııı ııı ıııııı ıı ıııı ııııı ııı ıııı ıııııı ıı ııı ıııı ııııı ıı ıııııı ııı ıııı ıııı ııı ıııııı ıı ıııı ııııı ııı ıııı ıııııı ıı ııı ıııı ııııı ıı ıııııı ııı ıııı ıııı ııı ıııııı ıı ıııı ııııı ııı ıııı ıııııı ıı ııı ıııı ııııı ıı ıııııı ııı ıııı ıııı ııı ıııııı ıı ıııı ııııı ııı ıııı ıııııı ıı ııı ıııı ııııı ıı ıııııı ııı ıııı ıııı ııı ıııııı ıı ıııı ııııı ııı ıııı ıııııı ıı ııı ıııı ııııı ıı ıııııı ııı ıııı ıııı ııı ıııııı ıı ıııı ııııı ııı ıııı ıııııı ıı ııı ıııı ııııı ıı ıııııı ııı ıııı ıııı ııı ıııııı ıı ıııı ııııı ııı ıııı ıııııı ıı ııı ıııı ııııı ıı ıııııı ııı ıııı ıııı ııı ıııııı ıı ıııı ııııı ııı ıııı ıııııı ıı ııı ıııı ııııı ıı ıııııı ııı ıııı ıııı ııı ıııııı ıı ıııı ııııı ııı ıııı ıııııı ıı ııı ıııı ııııı ıı ıııııı ııı ıııı ıııı ııı ıııııı ıı ıııı ııııı ııı ıııı ıııııı ıı ııı ıııı ııııı ıı ıııııı ııı ıııı ıııı ııı ıııııı ıı ıııı ııııı ııı ıııı ıııııı ıı ııı ıııı ııııı ıı ıııııı ııı ıııı ıııı ııı ıııııı ıı ıııı ııııı ııı ıııı ıııııı ıı ııı ıııı ııııı ıı ıııııı ııı ıııı ıııı ııı ıııııı ıı ıııı ııııı ııı ıııı ıııııı ıı ııı ıııı ııııı ıı ıııııı ııı ıııı ıııı ııı ıııııı ıı ıııı ııııı ııı ıııı ıııııı ıı ııı ıııı ııııı ıı ıııııı ııı ıııı ıııı ııı ıııııı ıı ıııı ııııı ııı ıııı ıııııı ıı ııı ıııı ııııı ıı ıııııı ııı ıııı ıııı ııı ıııııı ıı ıııı ııııı ııı ıııı ıııııı ıı ııı ıııı ııııı ıı ıııııı ııı ıııı ıııı ııı ıııııı ıı ıııı ııııı ııı ıııı ıııııı ıı ııı ıııı ııııı ıı ıııııı ııı ıııı ıııı ııı ıııııı ıı ıııı ııııı ııı ıııı ıııııı ıı ııı ıııı ııııı ıı ıııııı ııı ıııı ıııı ııı ıııııı ıı ıııı ııııı ııı ıııı ıııııı ıı ııı ıııı ııııı ıı ıııııı ııı ıııı ıııı ııı ıııııı ıı ıııı ııııı ııı ıııı ıııııı ıı ııı ıııı ııııı ıı ıııııı ııı ıııı ıııı ııı ıııııı ıı ıııı ııııı ııı ıııı ıııııı ıı ııı ıııı ııııı ıı ıııııı ııı ıııı <box>380 75 482 193</box>
section-heading: Die Haltung des Kabinetts. <box>150 65 250 74</box>
body-text: ıııı ııı ıııııı ıı ıııı ııııı ııı ıııı ıııııı ıı ııı ıııı ııııı ıı ıııııı ııı ıııı ıııı ııı ıııııı ıı ıııı ııııı ııı ıııı ıııııı ıı ııı ıııı ııııı ıı ıııııı ııı ıııı ıııı ııı ıııııı ıı ıııı ııııı ııı ıııı ıııııı ıı ııı ıııı ııııı ıı ıııııı ııı ıııı ıııı ııı ıııııı ıı ıııı ııııı ııı ıııı ıııııı ıı ııı ıııı ııııı ıı ıııııı ııı ıııı ıııı ııı ıııııı ıı ıııı ııııı ııı ıııı ıııııı ıı ııı ıııı ııııı ıı ıııııı ııı ıııı ıııı ııı ıııııı ıı ıııı ııııı ııı ıııı ıııııı ıı ııı ıııı ııııı ıı ıııııı ııı ıııı ıııı ııı ıııııı ıı ıııı ııııı ııı ıııı ıııııı ıı ııı ıııı ııııı ıı ıııııı ııı ıııı ıııı ııı ıııııı ıı ıııı ııııı ııı ıııı ıııııı ıı ııı ıııı ııııı ıı ıııııı ııı ıııı <box>26 539 137 577</box>
column-3 <box>261 50 374 768</box>
section-heading: Angriffe gegen Clemenceau. <box>148 172 252 181</box>
body-text: ıııı ııı ıııııı ıı ıııı ııııı ııı ıııı ıııııı ıı ııı ıııı ııııı ıı ıııııı ııı ıııı ıııı ııı ıııııı ıı ıııı ııııı ııı ıııı ıııııı ıı ııı ıııı ııııı ıı ıııııı ııı ıııı ıııı ııı ıııııı ıı ıııı ııııı ııı ıııı ıııııı ıı ııı ıııı ııııı ıı ıııııı ııı ıııı ıııı ııı ıııııı ıı ıııı ııııı ııı ıııı ıııııı ıı ııı ıııı ııııı ıı ıııııı ııı ıııı ıııı ııı ıııııı ıı ıııı ııııı ııı ıııı ıııııı ıı ııı ıııı ııııı ıı ıııııı ııı ıııı ıııı ııı ıııııı ıı ıııı ııııı ııı ıııı ıııııı ıı ııı ıııı ııııı ıı ıııııı ııı ıııı ıııı ııı ıııııı ıı ıııı ııııı ııı ıııı ıııııı ıı ııı ıııı ııııı ıı ıııııı ııı ıııı ıııı ııı ıııııı ıı ıııı ııııı ııı ıııı ıııııı ıı ııı ıııı ııııı ıı ıııııı ııı ıııı ıııı ııı ıııııı ıı ıııı ııııı ııı ıııı ıııııı ıı ııı ıııı ııııı ıı ıııııı ııı ıııı ıııı ııı ıııııı ıı ıııı ııııı ııı ıııı ıııııı ıı ııı ıııı ııııı ıı ıııııı ııı ıııı ıııı ııı ıııııı ıı ıııı ııııı ııı ıııı ıııııı ıı ııı ıııı ııııı ıı ıııııı ııı ıııı ıııı ııı ıııııı ıı ıııı ııııı ııı ıııı ıııııı ıı ııı ıııı ııııı ıı ıııııı ııı ıııı ıııı ııı ıııııı ıı ıııı ııııı ııı ıııı ıııııı ıı ııı ıııı ııııı ıı ıııııı ııı ıııı ıııı ııı ıııııı ıı ıııı ııııı ııı ıııı ıııııı ıı ııı ıııı ııııı ıı ıııııı ııı ıııı ıııı ııı ıııııı ıı ıııı ııııı ııı ıııı ıııııı ıı ııı ıııı ııııı ıı ıııııı ııı ıııı ıııı ııı ıııııı ıı ıııı ııııı ııı ıııı ıııııı ıı ııı ıııı ııııı ıı ıııııı ııı ıııı ıııı ııı ıııııı ıı ıııı ııııı ııı ıııı ıııııı ıı ııı ıııı ııııı ıı ıııııı ııı ıııı ıııı ııı ıııııı ıı ıııı ııııı ııı ıııı ıııııı ıı ııı ıııı ııııı ıı ıııııı ııı ıııı ıııı ııı ıııııı ıı ıııı ııııı ııı ıııı ıııııı ıı ııı ıııı ııııı ıı ıııııı ııı ıııı ıııı ııı ıııııı ıı ıııı ııııı ııı ıııı ıııııı ıı ııı ıııı ııııı ıı ıııııı ııı ıııı <box>26 589 137 679</box>
body-text: ıııı ııı ıııııı ıı ıııı ııııı ııı ıııı ıııııı ıı ııı ıııı ııııı ıı ıııııı ııı ıııı ıııı ııı ıııııı ıı ıııı ııııı ııı ıııı ıııııı ıı ııı ıııı ııııı ıı ıııııı ııı ıııı ıııı ııı ıııııı ıı ıııı ııııı ııı ıııı ıııııı ıı ııı ıııı ııııı ıı ıııııı ııı ıııı ıııı ııı ıııııı ıı ıııı ııııı ııı ıııı ıııııı ıı ııı ıııı ııııı ıı ıııııı ııı ıııı ıııı ııı ıııııı ıı ıııı ııııı ııı ıııı ıııııı ıı ııı ıııı ııııı ıı ıııııı ııı ıııı ıııı ııı ıııııı ıı ıııı ııııı ııı ıııı ıııııı ıı ııı ıııı ııııı ıı ıııııı ııı ıııı ıııı ııı ıııııı ıı ıııı ııııı ııı ıııı ıııııı ıı ııı ıııı ııııı ıı ıııııı ııı ıııı ıııı ııı ıııııı ıı ıııı ııııı ııı ıııı ıııııı ıı ııı ıııı ııııı ıı ıııııı ııı ıııı ıııı ııı ıııııı ıı ıııı ııııı ııı ıııı ıııııı ıı ııı ıııı ııııı ıı ıııııı ııı ıııı ıııı ııı ıııııı ıı ıııı ııııı ııı ıııı ıııııı ıı ııı ıııı ııııı ıı ıııııı ııı ıııı ıııı ııı ıııııı ıı ıııı ııııı ııı ıııı ıııııı ıı ııı ıııı ııııı ıı ıııııı ııı ıııı ıııı ııı ıııııı ıı ıııı ııııı ııı ıııı ıııııı ıı ııı ıııı ııııı ıı ıııııı ııı ıııı <box>26 112 137 169</box>
section-heading: Der russische Nachfolger Joffes. <box>35 95 128 111</box>
section-heading: Der Kampf an den holländischen Schiffen. <box>38 686 125 703</box>
column-rule <box>259 48 260 724</box>
section-heading: Die neue innere Krisis. <box>389 65 473 74</box>
newspaper-title: Morgenblatt der Frankfurter Zeitung. <box>181 35 320 43</box>
body-text: ıııı ııı ıııııı ıı ıııı ııııı ııı ıııı ıııııı ıı ııı ıııı ııııı ıı ıııııı ııı ıııı ıııı ııı ıııııı ıı ıııı ııııı ııı ıııı ıııııı ıı ııı ıııı ııııı ıı ıııııı ııı ıııı ıııı ııı ıııııı ıı ıııı ııııı ııı ıııı ıııııı ıı ııı ıııı ııııı ıı ıııııı ııı ıııı ıııı ııı ıııııı ıı ıııı ııııı ııı ıııı ıııııı ıı ııı ıııı ııııı ıı ıııııı ııı ıııı ıııı ııı ıııııı ıı ıııı ııııı ııı ıııı ıııııı ıı ııı ıııı ııııı ıı ıııııı ııı ıııı ıııı ııı ıııııı ıı ıııı ııııı ııı ıııı ıııııı ıı ııı ıııı ııııı ıı ıııııı ııı ıııı ıııı ııı ıııııı ıı ıııı ııııı ııı ıııı ıııııı ıı ııı ıııı ııııı ıı ıııııı ııı ıııı ıııı ııı ıııııı ıı ıııı ııııı ııı ıııı ıııııı ıı ııı ıııı ııııı ıı ıııııı ııı ıııı ıııı ııı ıııııı ıı ıııı ııııı ııı ıııı ıııııı ıı ııı ıııı ııııı ıı ıııııı ııı ıııı <box>26 50 137 92</box>
section-heading: Kleine Kriegsmeldungen. <box>392 641 470 659</box>
section-heading: Ein Widerstand über das Ungewisse. <box>154 567 246 583</box>
section-heading: Die Waren in China. <box>280 701 355 710</box>
body-text: ıııı ııı ıııııı ıı ıııı ııııı ııı ıııı ıııııı ıı ııı ıııı ııııı ıı ıııııı ııı ıııı ıııı ııı ıııııı ıı ıııı ııııı ııı ıııı ıııııı ıı ııı ıııı ııııı ıı ıııııı ııı ıııı ıııı ııı ıııııı ıı ıııı ııııı ııı ıııı ıııııı ıı ııı ıııı ııııı ıı ıııııı ııı ıııı ıııı ııı ıııııı ıı ıııı ııııı ııı ıııı ıııııı ıı ııı ıııı ııııı ıı ıııııı ııı ıııı ıııı ııı ıııııı ıı ıııı ııııı ııı ıııı ıııııı ıı ııı ıııı ııııı ıı ıııııı ııı ıııı ıııı ııı ıııııı ıı ıııı ııııı ııı ıııı ıııııı ıı ııı ıııı ııııı ıı ıııııı ııı ıııı ıııı ııı ıııııı ıı ıııı ııııı ııı ıııı ıııııı ıı ııı ıııı ııııı ıı ıııııı ııı ıııı ıııı ııı ıııııı ıı ıııı ııııı ııı ıııı ıııııı ıı ııı ıııı ııııı ıı ıııııı ııı ıııı <box>380 600 482 643</box>
issue-date: Montag, 22. April 1918 <box>399 35 484 43</box>
body-text: ıııı ııı ıııııı ıı ıııı ııııı ııı ıııı ıııııı ıı ııı ıııı ııııı ıı ıııııı ııı ıııı ıııı ııı ıııııı ıı ıııı ııııı ııı ıııı ıııııı ıı ııı ıııı ııııı ıı ıııııı ııı ıııı ıııı ııı ıııııı ıı ıııı ııııı ııı ıııı ıııııı ıı ııı ıııı ııııı ıı ıııııı ııı ıııı ıııı ııı ıııııı ıı ıııı ııııı ııı ıııı ıııııı ıı ııı ıııı ııııı ıı ıııııı ııı ıııı ıııı ııı ıııııı ıı ıııı ııııı ııı ıııı ıııııı ıı ııı ıııı ııııı ıı ıııııı ııı ıııı ıııı ııı ıııııı ıı ıııı ııııı ııı ıııı ıııııı ıı ııı ıııı ııııı ıı ıııııı ııı ıııı ıııı ııı ıııııı ıı ıııı ııııı ııı ıııı ıııııı ıı ııı ıııı ııııı ıı ıııııı ııı ıııı <box>26 486 137 519</box>
column-1 <box>24 50 139 784</box>
body-text: ıııı ııı ıııııı ıı ıııı ııııı ııı ıııı ıııııı ıı ııı ıııı ııııı ıı ıııııı ııı ıııı ıııı ııı ıııııı ıı ıııı ııııı ııı ıııı ıııııı ıı ııı ıııı ııııı ıı ıııııı ııı ıııı ıııı ııı ıııııı ıı ıııı ııııı ııı ıııı ıııııı ıı ııı ıııı ııııı ıı ıııııı ııı ıııı ıııı ııı ıııııı ıı ıııı ııııı ııı ıııı ıııııı ıı ııı ıııı ııııı ıı ıııııı ııı ıııı ıııı ııı ıııııı ıı ıııı ııııı ııı ıııı ıııııı ıı ııı ıııı ııııı ıı ıııııı ııı ıııı ıııı ııı ıııııı ıı ıııı ııııı ııı ıııı ıııııı ıı ııı ıııı ııııı ıı ıııııı ııı ıııı ıııı ııı ıııııı ıı ıııı ııııı ııı ıııı ıııııı ıı ııı ıııı ııııı ıı ıııııı ııı ıııı ıııı ııı ıııııı ıı ıııı ııııı ııı ıııı ıııııı ıı ııı ıııı ııııı ıı ıııııı ııı ıııı ıııı ııı ıııııı ıı ıııı ııııı ııı ıııı ıııııı ıı ııı ıııı ııııı ıı ıııııı ııı ıııı ıııı ııı ıııııı ıı ıııı ııııı ııı ıııı ıııııı ıı ııı ıııı ııııı ıı ıııııı ııı ıııı ıııı ııı ıııııı ıı ıııı ııııı ııı ıııı ıııııı ıı ııı ıııı ııııı ıı ıııııı ııı ıııı ıııı ııı ıııııı ıı ıııı ııııı ııı ıııı ıııııı ıı ııı ıııı ııııı ıı ıııııı ııı ıııı ıııı ııı ıııııı ıı ıııı ııııı ııı ıııı ıııııı ıı ııı ıııı ııııı ıı ıııııı ııı ıııı ıııı ııı ıııııı ıı ıııı ııııı ııı ıııı ıııııı ıı ııı ıııı ııııı ıı ıııııı ııı ıııı ıııı ııı ıııııı ıı ıııı ııııı ııı ıııı ıııııı ıı ııı ıııı ııııı ıı ıııııı ııı ıııı ıııı ııı ıııııı ıı ıııı ııııı ııı ıııı ıııııı ıı ııı ıııı ııııı ıı ıııııı ııı ıııı ıııı ııı ıııııı ıı ıııı ııııı ııı ıııı ıııııı ıı ııı ıııı ııııı ıı ıııııı ııı ıııı ıııı ııı ıııııı ıı ıııı ııııı ııı ıııı ıııııı ıı ııı ıııı ııııı ıı ıııııı ııı ıııı ıııı ııı ıııııı ıı ıııı ııııı ııı ıııı ıııııı ıı ııı ıııı ııııı ıı ıııııı ııı ıııı ıııı ııı ıııııı ıı ıııı ııııı ııı ıııı ıııııı ıı ııı ıııı ııııı ıı ıııııı ııı ıııı <box>145 75 255 165</box>
section-heading: Türkei. <box>416 53 446 62</box>
masthead-rule <box>24 45 484 46</box>
page-number: Seite 2. Nummer 111 <box>24 35 102 43</box>
body-text: ıııı ııı ıııııı ıı ıııı ııııı ııı ıııı ıııııı ıı ııı ıııı ııııı ıı ıııııı ııı ıııı ıııı ııı ıııııı ıı ıııı ııııı ııı ıııı ıııııı ıı ııı ıııı ııııı ıı ıııııı ııı ıııı ıııı ııı ıııııı ıı ıııı ııııı ııı ıııı ıııııı ıı ııı ıııı ııııı ıı ıııııı ııı ıııı ıııı ııı ıııııı ıı ıııı ııııı ııı ıııı ıııııı ıı ııı ıııı ııııı ıı ıııııı ııı ıııı ıııı ııı ıııııı ıı ıııı ııııı ııı ıııı ıııııı ıı ııı ıııı ııııı ıı ıııııı ııı ıııı ıııı ııı ıııııı ıı ıııı ııııı ııı ıııı ıııııı ıı ııı ıııı ııııı ıı ıııııı ııı ıııı ıııı ııı ıııııı ıı ıııı ııııı ııı ıııı ıııııı ıı ııı ıııı ııııı ıı ıııııı ııı ıııı ıııı ııı ıııııı ıı ıııı ııııı ııı ıııı ıııııı ıı ııı ıııı ııııı ıı ıııııı ııı ıııı ıııı ııı ıııııı ıı ıııı ııııı ııı ıııı ıııııı ıı ııı ıııı ııııı ıı ıııııı ııı ıııı ıııı ııı ıııııı ıı ıııı ııııı ııı ıııı ıııııı ıı ııı ıııı ııııı ıı ıııııı ııı ıııı ıııı ııı ıııııı ıı ıııı ııııı ııı ıııı ıııııı ıı ııı ıııı ııııı ıı ıııııı ııı ıııı ıııı ııı ıııııı ıı ıııı ııııı ııı ıııı ıııııı ıı ııı ıııı ııııı ıı ıııııı ııı ıııı ıııı ııı ıııııı ıı ıııı ııııı ııı ıııı ıııııı ıı ııı ıııı ııııı ıı ıııııı ııı ıııı ıııı ııı ıııııı ıı ıııı ııııı ııı ıııı ıııııı ıı ııı ıııı ııııı ıı ıııııı ııı ıııı <box>145 654 255 720</box>
body-text: ıııı ııı ıııııı ıı ıııı ııııı ııı ıııı ıııııı ıı ııı ıııı ııııı ıı ıııııı ııı ıııı ıııı ııı ıııııı ıı ıııı ııııı ııı ıııı ıııııı ıı ııı ıııı ııııı ıı ıııııı ııı ıııı ıııı ııı ıııııı ıı ıııı ııııı ııı ıııı ıııııı ıı ııı ıııı ııııı ıı ıııııı ııı ıııı ıııı ııı ıııııı ıı ıııı ııııı ııı ıııı ıııııı ıı ııı ıııı ııııı ıı ıııııı ııı ıııı ıııı ııı ıııııı ıı ıııı ııııı ııı ıııı ıııııı ıı ııı ıııı ııııı ıı ıııııı ııı ıııı ıııı ııı ıııııı ıı ıııı ııııı ııı ıııı ıııııı ıı ııı ıııı ııııı ıı ıııııı ııı ıııı ıııı ııı ıııııı ıı ıııı ııııı ııı ıııı ıııııı ıı ııı ıııı ııııı ıı ıııııı ııı ıııı ıııı ııı ıııııı ıı ıııı ııııı ııı ıııı ıııııı ıı ııı ıııı ııııı ıı ıııııı ııı ıııı ıııı ııı ıııııı ıı ıııı ııııı ııı ıııı ıııııı ıı ııı ıııı ııııı ıı ıııııı ııı ıııı ıııı ııı ıııııı ıı ıııı ııııı ııı ıııı ıııııı ıı ııı ıııı ııııı ıı ıııııı ııı ıııı ıııı ııı ıııııı ıı ıııı ııııı ııı ıııı ıııııı ıı ııı ıııı ııııı ıı ıııııı ııı ıııı ıııı ııı ıııııı ıı ıııı ııııı ııı ıııı ıııııı ıı ııı ıııı ııııı ıı ıııııı ııı ıııı ıııı ııı ıııııı ıı ıııı ııııı ııı ıııı ıııııı ıı ııı ıııı ııııı ıı ıııııı ııı ıııı ıııı ııı ıııııı ıı ıııı ııııı ııı ıııı ıııııı ıı ııı ıııı ııııı ıı ıııııı ııı ıııı ıııı ııı ıııııı ıı ıııı ııııı ııı ıııı ıııııı ıı ııı ıııı ııııı ıı ıııııı ııı ıııı ıııı ııı ıııııı ıı ıııı ııııı ııı ıııı ıııııı ıı ııı ıııı ııııı ıı ıııııı ııı ıııı <box>263 293 372 368</box>
body-text: ıııı ııı ıııııı ıı ıııı ııııı ııı ıııı ıııııı ıı ııı ıııı ııııı ıı ıııııı ııı ıııı ıııı ııı ıııııı ıı ıııı ııııı ııı ıııı ıııııı ıı ııı ıııı ııııı ıı ıııııı ııı ıııı ıııı ııı ıııııı ıı ıııı ııııı ııı ıııı ıııııı ıı ııı ıııı ııııı ıı ıııııı ııı ıııı ıııı ııı ıııııı ıı ıııı ııııı ııı ıııı ıııııı ıı ııı ıııı ııııı ıı ıııııı ııı ıııı ıııı ııı ıııııı ıı ıııı ııııı ııı ıııı ıııııı ıı ııı ıııı ııııı ıı ıııııı ııı ıııı ıııı ııı ıııııı ıı ıııı ııııı ııı ıııı ıııııı ıı ııı ıııı ııııı ıı ıııııı ııı ıııı ıııı ııı ıııııı ıı ıııı ııııı ııı ıııı ıııııı ıı ııı ıııı ııııı ıı ıııııı ııı ıııı ıııı ııı ıııııı ıı ıııı ııııı ııı ıııı ıııııı ıı ııı ıııı ııııı ıı ıııııı ııı ıııı ıııı ııı ıııııı ıı ıııı ııııı ııı ıııı ıııııı ıı ııı ıııı ııııı ıı ıııııı ııı ıııı ıııı ııı ıııııı ıı ıııı ııııı ııı ıııı ıııııı ıı ııı ıııı ııııı ıı ıııııı ııı ıııı ıııı ııı ıııııı ıı ıııı ııııı ııı ıııı ıııııı ıı ııı ıııı ııııı ıı ıııııı ııı ıııı ıııı ııı ıııııı ıı ıııı ııııı ııı ıııı ıııııı ıı ııı ıııı ııııı ıı ıııııı ııı ıııı <box>145 585 255 641</box>
section-heading: Die Deutschfeindschaft in New York-Meldungen. <box>261 421 374 437</box>
section-heading: Die Opposition. <box>171 380 229 389</box>
body-text: ıııı ııı ıııııı ıı ıııı ııııı ııı ıııı ıııııı ıı ııı ıııı ııııı ıı ıııııı ııı ıııı ıııı ııı ıııııı ıı ıııı ııııı ııı ıııı ıııııı ıı ııı ıııı ııııı ıı ıııııı ııı ıııı ıııı ııı ıııııı ıı ıııı ııııı ııı ıııı ıııııı ıı ııı ıııı ııııı ıı ıııııı ııı ıııı ıııı ııı ıııııı ıı ıııı ııııı ııı ıııı ıııııı ıı ııı ıııı ııııı ıı ıııııı ııı ıııı ıııı ııı ıııııı ıı ıııı ııııı ııı ıııı ıııııı ıı ııı ıııı ııııı ıı ıııııı ııı ıııı ıııı ııı ıııııı ıı ıııı ııııı ııı ıııı ıııııı ıı ııı ıııı ııııı ıı ıııııı ııı ıııı ıııı ııı ıııııı ıı ıııı ııııı ııı ıııı ıııııı ıı ııı ıııı ııııı ıı ıııııı ııı ıııı ıııı ııı ıııııı ıı ıııı ııııı ııı ıııı ıııııı ıı ııı ıııı ııııı ıı ıııııı ııı ıııı ıııı ııı ıııııı ıı ıııı ııııı ııı ıııı ıııııı ıı ııı ıııı ııııı ıı ıııııı ııı ıııı ıııı ııı ıııııı ıı ıııı ııııı ııı ıııı ıııııı ıı ııı ıııı ııııı ıı ıııııı ııı ıııı <box>145 182 255 229</box>
body-text: ıııı ııı ıııııı ıı ıııı ııııı ııı ıııı ıııııı ıı ııı ıııı ııııı ıı ıııııı ııı ıııı ıııı ııı ıııııı ıı ıııı ııııı ııı ıııı ıııııı ıı ııı ıııı ııııı ıı ıııııı ııı ıııı ıııı ııı ıııııı ıı ıııı ııııı ııı ıııı ıııııı ıı ııı ıııı ııııı ıı ıııııı ııı ıııı ıııı ııı ıııııı ıı ıııı ııııı ııı ıııı ıııııı ıı ııı ıııı ııııı ıı ıııııı ııı ıııı ıııı ııı ıııııı ıı ıııı ııııı ııı ıııı ıııııı ıı ııı ıııı ııııı ıı ıııııı ııı ıııı ıııı ııı ıııııı ıı ıııı ııııı ııı ıııı ıııııı ıı ııı ıııı ııııı ıı ıııııı ııı ıııı ıııı ııı ıııııı ıı ıııı ııııı ııı ıııı ıııııı ıı ııı ıııı ııııı ıı ıııııı ııı ıııı ıııı ııı ıııııı ıı ıııı ııııı ııı ıııı ıııııı ıı ııı ıııı ııııı ıı ıııııı ııı ıııı ıııı ııı ıııııı ıı ıııı ııııı ııı ıııı ıııııı ıı ııı ıııı ııııı ıı ıııııı ııı ıııı ıııı ııı ıııııı ıı ıııı ııııı ııı ıııı ıııııı ıı ııı ıııı ııııı ıı ıııııı ııı ıııı ıııı ııı ıııııı ıı ıııı ııııı ııı ıııı ıııııı ıı ııı ıııı ııııı ıı ıııııı ııı ıııı ıııı ııı ıııııı ıı ıııı ııııı ııı ıııı ıııııı ıı ııı ıııı ııııı ıı ıııııı ııı ıııı ıııı ııı ıııııı ıı ıııı ııııı ııı ıııı ıııııı ıı ııı ıııı ııııı ıı ıııııı ııı ıııı ıııı ııı ıııııı ıı ıııı ııııı ııı ıııı ıııııı ıı ııı ıııı ııııı ıı ıııııı ııı ıııı <box>263 64 372 130</box>
body-text: ıııı ııı ıııııı ıı ıııı ııııı ııı ıııı ıııııı ıı ııı ıııı ııııı ıı ıııııı ııı ıııı ıııı ııı ıııııı ıı ıııı ııııı ııı ıııı ıııııı ıı ııı ıııı ııııı ıı ıııııı ııı ıııı ıııı ııı ıııııı ıı ıııı ııııı ııı ıııı ıııııı ıı ııı ıııı ııııı ıı ıııııı ııı ıııı ıııı ııı ıııııı ıı ıııı ııııı ııı ıııı ıııııı ıı ııı ıııı ııııı ıı ıııııı ııı ıııı ıııı ııı ıııııı ıı ıııı ııııı ııı ıııı ıııııı ıı ııı ıııı ııııı ıı ıııııı ııı ıııı ıııı ııı ıııııı ıı ıııı ııııı ııı ıııı ıııııı ıı ııı ıııı ııııı ıı ıııııı ııı ıııı ıııı ııı ıııııı ıı ıııı ııııı ııı ıııı ıııııı ıı ııı ıııı ııııı ıı ıııııı ııı ıııı ıııı ııı ıııııı ıı ıııı ııııı ııı ıııı ıııııı ıı ııı ıııı ııııı ıı ıııııı ııı ıııı ıııı ııı ıııııı ıı ıııı ııııı ııı ıııı ıııııı ıı ııı ıııı ııııı ıı ıııııı ııı ıııı ıııı ııı ıııııı ıı ıııı ııııı ııı ıııı ıııııı ıı ııı ıııı ııııı ıı ıııııı ııı ıııı ıııı ııı ıııııı ıı ıııı ııııı ııı ıııı ıııııı ıı ııı ıııı ııııı ıı ıııııı ııı ıııı ıııı ııı ıııııı ıı ıııı ııııı ııı ıııı ıııııı ıı ııı ıııı ııııı ıı ıııııı ııı ıııı ıııı ııı ıııııı ıı ıııı ııııı ııı ıııı ıııııı ıı ııı ıııı ııııı ıı ıııııı ııı ıııı ıııı ııı ıııııı ıı ıııı ııııı ııı ıııı ıııııı ıı ııı ıııı ııııı ıı ıııııı ııı ıııı ıııı ııı ıııııı ıı ıııı ııııı ııı ıııı ıııııı ıı ııı ıııı ııııı ıı ıııııı ııı ıııı <box>26 388 137 458</box>
